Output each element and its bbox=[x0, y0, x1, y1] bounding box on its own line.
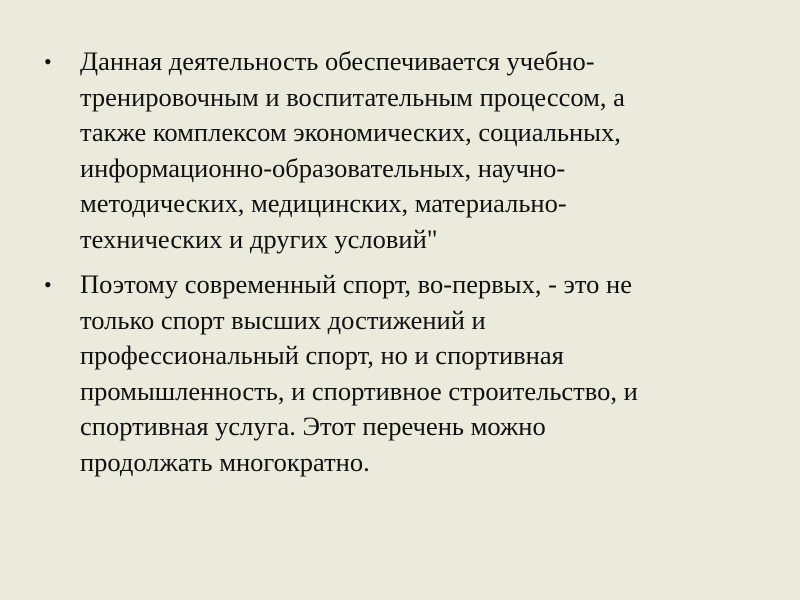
bullet-text-line: технических и других условий" bbox=[80, 223, 438, 254]
bullet-text-line: информационно-образовательных, научно- bbox=[80, 152, 566, 183]
bullet-item bbox=[44, 44, 744, 257]
bullet-text-line: спортивная услуга. Этот перечень можно bbox=[80, 411, 546, 441]
bullet-text-line: промышленность, и спортивное строительство, и bbox=[80, 375, 638, 406]
bullet-text-line: Данная деятельность обеспечивается учебно- bbox=[80, 46, 595, 76]
bullet-text-line: Поэтому современный спорт, во-первых, - это не bbox=[80, 269, 632, 299]
bullet-text-line: только спорт высших достижений и bbox=[80, 304, 486, 335]
bullet-icon: • bbox=[44, 272, 52, 297]
bullet-text-line: продолжать многократно. bbox=[80, 446, 370, 477]
bullet-text-line: профессиональный спорт, но и спортивная bbox=[80, 340, 564, 370]
bullet-icon: • bbox=[44, 49, 52, 74]
bullet-text-line: также комплексом экономических, социальных, bbox=[80, 117, 621, 147]
bullet-text-line: тренировочным и воспитательным процессом, а bbox=[80, 81, 625, 112]
bullet-text-line: методических, медицинских, материально- bbox=[80, 188, 567, 218]
bullet-list bbox=[44, 44, 744, 490]
bullet-item bbox=[44, 267, 744, 480]
